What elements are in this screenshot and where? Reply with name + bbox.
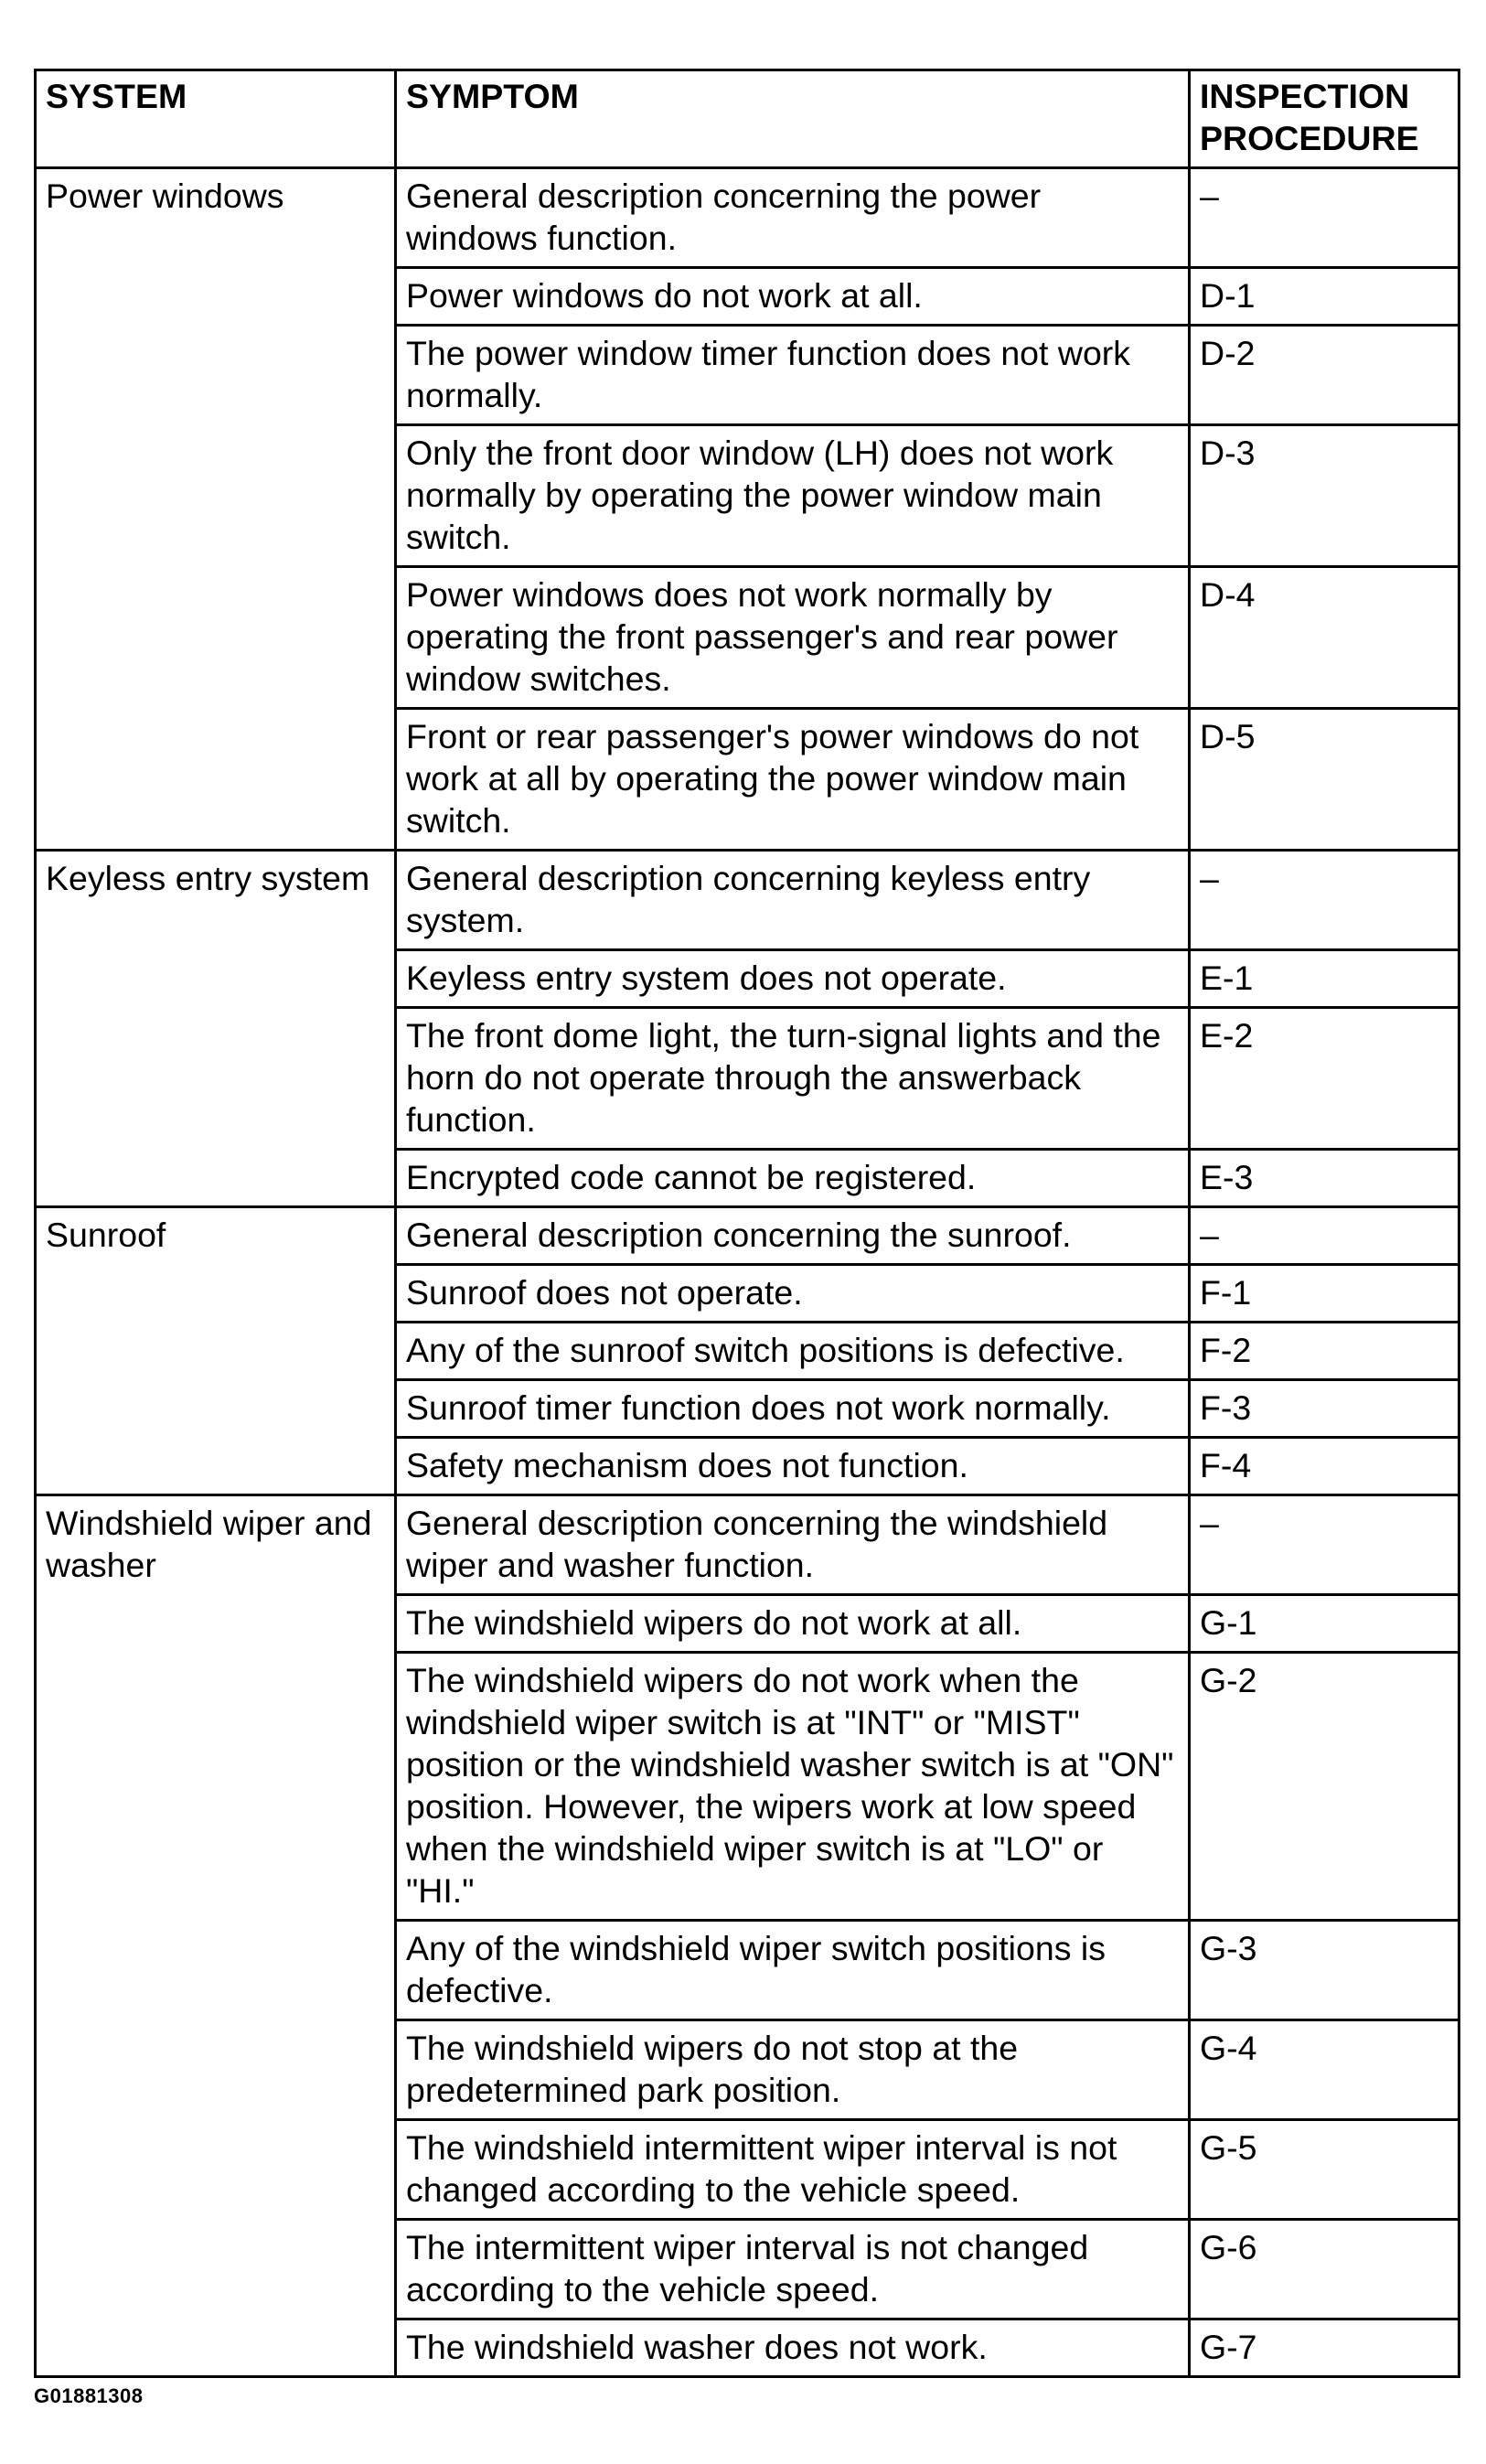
symptom-cell: General description concerning the sunroof. — [396, 1207, 1190, 1265]
procedure-cell: – — [1190, 168, 1459, 268]
table-row — [36, 1495, 1459, 1595]
symptom-cell: Power windows do not work at all. — [396, 268, 1190, 326]
procedure-cell: F-3 — [1190, 1380, 1459, 1438]
symptom-cell: Only the front door window (LH) does not work normally by operating the power window main switch. — [396, 425, 1190, 567]
table-row — [36, 1207, 1459, 1265]
symptom-cell: The windshield washer does not work. — [396, 2319, 1190, 2377]
procedure-cell: – — [1190, 1207, 1459, 1265]
procedure-cell: G-7 — [1190, 2319, 1459, 2377]
procedure-cell: G-6 — [1190, 2220, 1459, 2319]
procedure-cell: D-1 — [1190, 268, 1459, 326]
symptom-cell: General description concerning the windshield wiper and washer function. — [396, 1495, 1190, 1595]
system-cell: Windshield wiper and washer — [36, 1495, 396, 2377]
header-system: SYSTEM — [36, 70, 396, 168]
system-cell: Keyless entry system — [36, 851, 396, 1207]
symptom-cell: Any of the sunroof switch positions is defective. — [396, 1323, 1190, 1380]
symptom-cell: Keyless entry system does not operate. — [396, 950, 1190, 1008]
procedure-cell: F-1 — [1190, 1265, 1459, 1323]
procedure-cell: D-3 — [1190, 425, 1459, 567]
procedure-cell: E-3 — [1190, 1150, 1459, 1207]
symptom-cell: Any of the windshield wiper switch positions is defective. — [396, 1921, 1190, 2020]
system-cell: Power windows — [36, 168, 396, 851]
procedure-cell: G-2 — [1190, 1653, 1459, 1921]
symptom-cell: Front or rear passenger's power windows do not work at all by operating the power window main switch. — [396, 709, 1190, 851]
symptom-table — [34, 69, 1460, 2378]
procedure-cell: E-1 — [1190, 950, 1459, 1008]
symptom-cell: The front dome light, the turn-signal lights and the horn do not operate through the answerback function. — [396, 1008, 1190, 1150]
procedure-cell: F-2 — [1190, 1323, 1459, 1380]
procedure-cell: G-5 — [1190, 2120, 1459, 2220]
table-header-row — [36, 70, 1459, 168]
symptom-cell: General description concerning the power windows function. — [396, 168, 1190, 268]
procedure-cell: E-2 — [1190, 1008, 1459, 1150]
symptom-cell: The windshield wipers do not work when the windshield wiper switch is at "INT" or "MIST" position or the windshield washer switch is at "ON" position. However, the wipers work at low speed when the windshield wiper switch is at "LO" or "HI." — [396, 1653, 1190, 1921]
symptom-cell: Power windows does not work normally by operating the front passenger's and rear power window switches. — [396, 567, 1190, 709]
procedure-cell: F-4 — [1190, 1438, 1459, 1495]
procedure-cell: G-3 — [1190, 1921, 1459, 2020]
symptom-cell: Sunroof timer function does not work normally. — [396, 1380, 1190, 1438]
table-body — [36, 168, 1459, 2377]
system-cell: Sunroof — [36, 1207, 396, 1495]
symptom-cell: The intermittent wiper interval is not changed according to the vehicle speed. — [396, 2220, 1190, 2319]
procedure-cell: D-4 — [1190, 567, 1459, 709]
symptom-cell: The windshield intermittent wiper interval is not changed according to the vehicle speed. — [396, 2120, 1190, 2220]
symptom-cell: Sunroof does not operate. — [396, 1265, 1190, 1323]
procedure-cell: D-2 — [1190, 326, 1459, 425]
procedure-cell: G-4 — [1190, 2020, 1459, 2120]
symptom-cell: The windshield wipers do not work at all. — [396, 1595, 1190, 1653]
table-row — [36, 168, 1459, 268]
symptom-cell: Safety mechanism does not function. — [396, 1438, 1190, 1495]
figure-code: G01881308 — [34, 2384, 144, 2407]
procedure-cell: D-5 — [1190, 709, 1459, 851]
symptom-cell: General description concerning keyless entry system. — [396, 851, 1190, 950]
procedure-cell: – — [1190, 1495, 1459, 1595]
symptom-cell: The power window timer function does not work normally. — [396, 326, 1190, 425]
symptom-cell: The windshield wipers do not stop at the predetermined park position. — [396, 2020, 1190, 2120]
table-row — [36, 851, 1459, 950]
header-inspection-procedure: INSPECTION PROCEDURE — [1190, 70, 1459, 168]
procedure-cell: G-1 — [1190, 1595, 1459, 1653]
symptom-cell: Encrypted code cannot be registered. — [396, 1150, 1190, 1207]
header-symptom: SYMPTOM — [396, 70, 1190, 168]
procedure-cell: – — [1190, 851, 1459, 950]
